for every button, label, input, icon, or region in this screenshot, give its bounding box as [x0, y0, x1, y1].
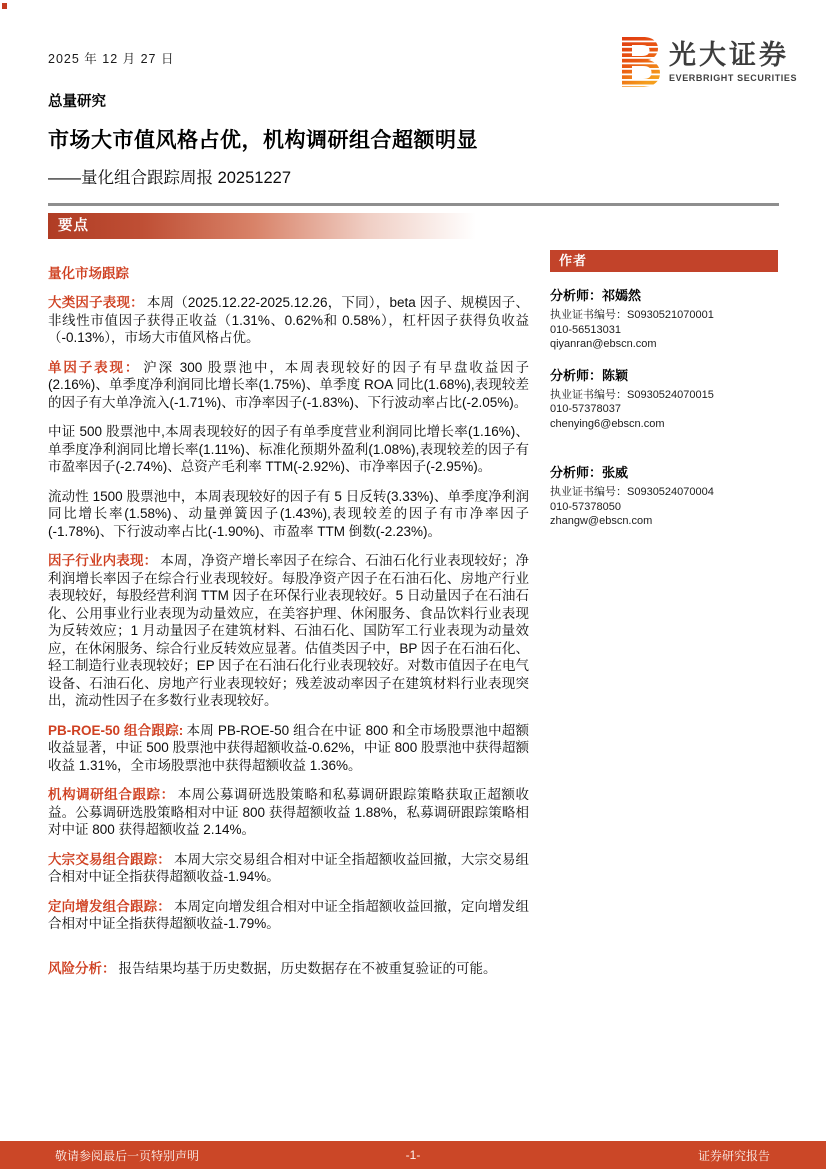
section-text: 本周，净资产增长率因子在综合、石油石化行业表现较好；净利润增长率因子在综合行业表现较好。每股净资产因子在石油石化、房地产行业表现较好，每股经营利润 TTM 因子在环保行业表现较好。5 日动量因子在石油石化、公用事业行业表现为动量效应，在美容护理、休闲服务、食品饮料行业表现为反转效应；1 月动量因子在建筑材料、石油石化、国防军工行业表现为动量效应，在休闲服务、综合行业反转效应显著。估值类因子中，BP 因子在石油石化、轻工制造行业表现较好；EP 因子在石油石化行业表现较好。对数市值因子在电气设备、石油石化、房地产行业表现较好；残差波动率因子在建筑材料行业表现突出，流动性因子在多数行业表现较好。 — [48, 553, 530, 708]
analyst-email: zhangw@ebscn.com — [550, 515, 653, 527]
logo-wordmark — [669, 36, 797, 83]
risk-lead: 风险分析： — [48, 960, 116, 976]
highlights-body — [48, 262, 529, 989]
section-paragraph-industry — [48, 552, 529, 710]
analyst-phone: 010-56513031 — [550, 323, 621, 336]
everbright-b-icon — [622, 36, 660, 88]
report-subtitle: ——量化组合跟踪周报 20251227 — [48, 169, 291, 187]
section-paragraph-single-factor — [48, 359, 529, 412]
section-text: 本周大宗交易组合相对中证全指超额收益回撤，大宗交易组合相对中证全指获得超额收益-1.94%。 — [48, 851, 530, 884]
section-text: 流动性 1500 股票池中，本周表现较好的因子有 5 日反转(3.33%)、单季度净利润同比增长率(1.58%)、动量弹簧因子(1.43%),表现较差的因子有市净率因子(-1.78%)、下行波动率占比(-1.90%)、市盈率 TTM 倒数(-2.23%)。 — [48, 488, 529, 539]
section-paragraph-pb-roe-50 — [48, 722, 529, 775]
analyst-block — [550, 285, 778, 352]
scan-artifact-mark — [2, 3, 7, 9]
section-paragraph-block-trade — [48, 851, 529, 886]
analyst-cert: 执业证书编号：S0930524070004 — [550, 486, 714, 498]
section-paragraph-private-placement — [48, 898, 529, 933]
section-paragraph-institutional-survey — [48, 786, 529, 839]
section-paragraph-csi500 — [48, 423, 529, 476]
logo-name-en: EVERBRIGHT SECURITIES — [669, 73, 798, 83]
analyst-email: chenying6@ebscn.com — [550, 417, 665, 430]
section-lead: PB-ROE-50 组合跟踪: — [48, 722, 184, 738]
everbright-logo — [622, 36, 797, 88]
risk-text: 报告结果均基于历史数据，历史数据存在不被重复验证的可能。 — [118, 960, 497, 976]
footer-report-type: 证券研究报告 — [697, 1148, 770, 1163]
report-title: 市场大市值风格占优，机构调研组合超额明显 — [48, 129, 478, 152]
analyst-email: qiyanran@ebscn.com — [550, 338, 657, 350]
section-lead: 大类因子表现： — [48, 295, 144, 310]
authors-badge: 作者 — [550, 250, 778, 272]
logo-name-cn: 光大证券 — [669, 40, 789, 70]
footer-bar — [0, 1141, 826, 1169]
report-category: 总量研究 — [48, 94, 106, 110]
analyst-name: 分析师：祁嫣然 — [550, 288, 642, 303]
section-text: 沪深 300 股票池中，本周表现较好的因子有早盘收益因子(2.16%)、单季度净利润同比增长率(1.75%)、单季度 ROA 同比(1.68%),表现较差的因子有大单净流入(-1.71%)、市净率因子(-1.83%)、下行波动率占比(-2.05%)。 — [48, 359, 529, 410]
section-lead: 定向增发组合跟踪： — [48, 898, 171, 914]
section-lead: 大宗交易组合跟踪： — [48, 851, 171, 867]
section-text: 本周 PB-ROE-50 组合在中证 800 和全市场股票池中超额收益显著，中证 500 股票池中获得超额收益-0.62%，中证 800 股票池中获得超额收益 1.31%，全市场股票池中获得超额收益 1.36%。 — [48, 722, 529, 773]
section-subheading: 量化市场跟踪 — [48, 266, 129, 281]
analyst-cert: 执业证书编号：S0930524070015 — [550, 388, 714, 401]
analyst-name: 分析师：陈颖 — [550, 367, 629, 383]
section-text: 本周（2025.12.22-2025.12.26，下同），beta 因子、规模因子、非线性市值因子获得正收益（1.31%、0.62%和 0.58%），杠杆因子获得负收益（-0.13%），市场大市值风格占优。 — [48, 295, 530, 345]
analyst-phone: 010-57378050 — [550, 500, 621, 513]
footer-disclaimer: 敬请参阅最后一页特别声明 — [55, 1148, 200, 1163]
section-paragraph-liquidity1500 — [48, 488, 529, 541]
analyst-phone: 010-57378037 — [550, 403, 621, 415]
risk-paragraph — [48, 960, 529, 978]
report-date: 2025 年 12 月 27 日 — [48, 52, 175, 66]
header-divider — [48, 203, 779, 206]
highlights-badge: 要点 — [48, 213, 476, 239]
section-paragraph-factor-class — [48, 294, 529, 347]
analyst-block — [550, 365, 778, 432]
analyst-name: 分析师：张威 — [550, 465, 629, 480]
section-lead: 机构调研组合跟踪： — [48, 787, 175, 802]
authors-panel — [550, 250, 778, 529]
section-text: 中证 500 股票池中,本周表现较好的因子有单季度营业利润同比增长率(1.16%)、单季度净利润同比增长率(1.11%)、标准化预期外盈利(1.08%),表现较差的因子有市盈率因子(-2.74%)、总资产毛利率 TTM(-2.92%)、市净率因子(-2.95%)。 — [48, 424, 529, 474]
section-lead: 单因子表现： — [48, 359, 141, 375]
section-text: 本周定向增发组合相对中证全指超额收益回撤，定向增发组合相对中证全指获得超额收益-1.79%。 — [48, 898, 530, 931]
footer-page-number: -1- — [405, 1148, 421, 1162]
analyst-cert: 执业证书编号：S0930521070001 — [550, 309, 714, 321]
section-text: 本周公募调研选股策略和私募调研跟踪策略获取正超额收益。公募调研选股策略相对中证 800 获得超额收益 1.88%，私募调研跟踪策略相对中证 800 获得超额收益 2.14%。 — [48, 787, 530, 837]
section-lead: 因子行业内表现： — [48, 553, 158, 568]
analyst-block — [550, 462, 778, 529]
